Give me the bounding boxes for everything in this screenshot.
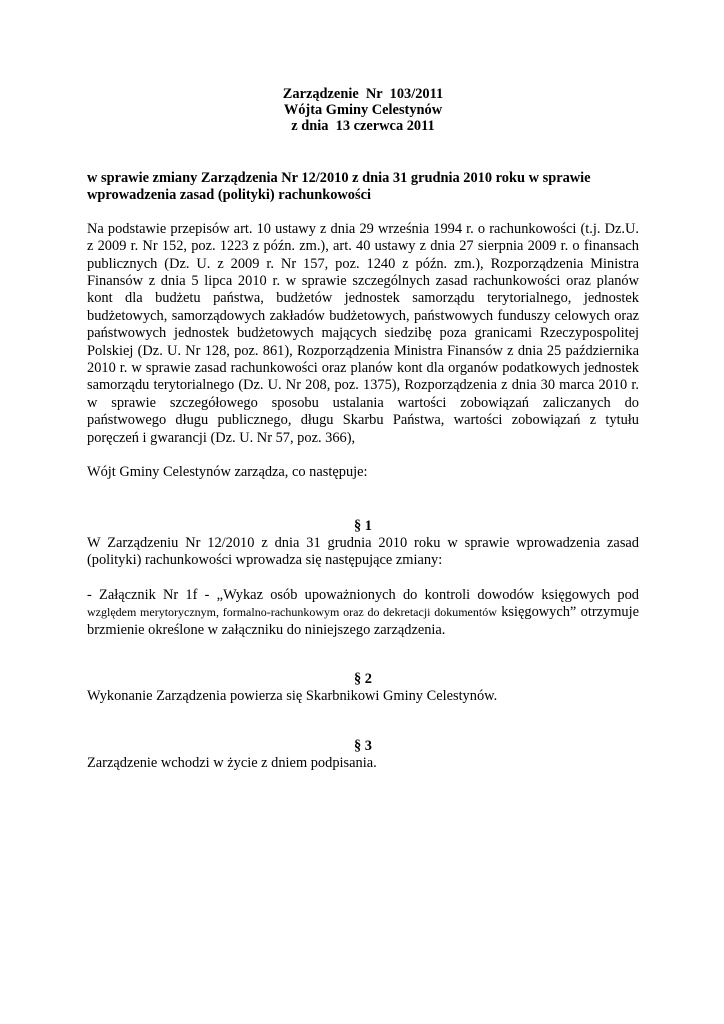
- decree-statement: Wójt Gminy Celestynów zarządza, co następuje:: [87, 464, 368, 481]
- document-page: [87, 86, 639, 773]
- document-header: [87, 86, 639, 134]
- section-1-title: § 1: [354, 517, 372, 534]
- legal-basis-paragraph: Na podstawie przepisów art. 10 ustawy z dnia 29 września 1994 r. o rachunkowości (t.j. Dz.U. z 2009 r. Nr 152, poz. 1223 z późn. zm.), art. 40 ustawy z dnia 27 sierpnia 2009 r. o finansach publicznych (Dz. U. z 2009 r. Nr 157, poz. 1240 z późn. zm.), Rozporządzenia Ministra Finansów z dnia 5 lipca 2010 r. w sprawie szczególnych zasad rachunkowości oraz planów kont dla budżetu państwa, budżetów jednostek samorządu terytorialnego, jednostek budżetowych, samorządowych zakładów budżetowych, państwowych funduszy celowych oraz państwowych jednostek budżetowych mających siedzibę poza granicami Rzeczypospolitej Polskiej (Dz. U. Nr 128, poz. 861), Rozporządzenia Ministra Finansów z dnia 25 października 2010 r. w sprawie zasad rachunkowości oraz planów kont dla organów podatkowych jednostek samorządu terytorialnego (Dz. U. Nr 208, poz. 1375), Rozporządzenia z dnia 30 marca 2010 r. w sprawie szczegółowego sposobu ustalania wartości zobowiązań zaliczanych do państwowego długu publicznego, długu Skarbu Państwa, wartości zobowiązań z tytułu poręczeń i gwarancji (Dz. U. Nr 57, poz. 366),: [87, 220, 639, 446]
- section-1-change: [87, 587, 639, 639]
- issuer: Wójta Gminy Celestynów: [283, 102, 443, 118]
- subject-line: w sprawie zmiany Zarządzenia Nr 12/2010 z dnia 31 grudnia 2010 roku w sprawie wprowadzenia zasad (polityki) rachunkowości: [87, 170, 591, 204]
- ordinance-date: z dnia 13 czerwca 2011: [291, 118, 435, 134]
- section-2-text: Wykonanie Zarządzenia powierza się Skarbnikowi Gminy Celestynów.: [87, 688, 498, 705]
- section-3-title: § 3: [354, 737, 372, 754]
- change-suffix: księgowych”: [496, 604, 577, 621]
- change-small-text: względem merytorycznym, formalno-rachunkowym oraz do dekretacji dokumentów: [87, 605, 497, 620]
- section-2-title: § 2: [354, 670, 372, 687]
- section-1-text: W Zarządzeniu Nr 12/2010 z dnia 31 grudnia 2010 roku w sprawie wprowadzenia zasad (polityki) rachunkowości wprowadza się następujące zmiany:: [87, 534, 639, 569]
- section-3-text: Zarządzenie wchodzi w życie z dniem podpisania.: [87, 755, 377, 772]
- change-prefix: - Załącznik Nr 1f - „Wykaz osób upoważnionych do kontroli dowodów księgowych pod: [87, 586, 639, 603]
- ordinance-number: Zarządzenie Nr 103/2011: [282, 86, 444, 102]
- change-end: otrzymuje brzmienie określone w załączniku do niniejszego zarządzenia.: [87, 604, 639, 638]
